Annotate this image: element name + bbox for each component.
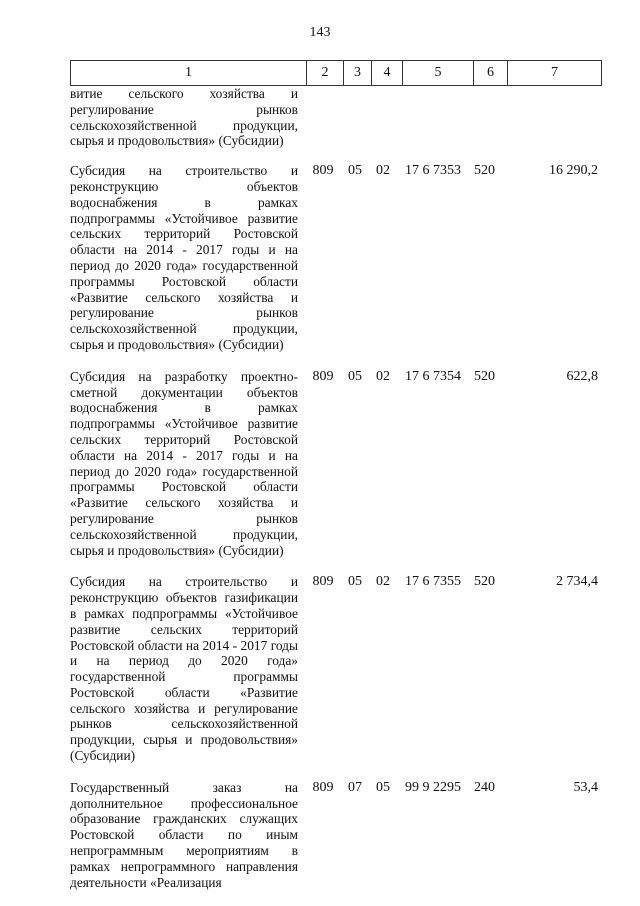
row-section: 07 <box>348 779 362 795</box>
table-row <box>70 780 602 891</box>
row-description: Субсидия на строительство и реконструкцию объектов водоснабжения в рамках подпрограммы «Устойчивое развитие сельских территорий Ростовской области на 2014 - 2017 годы и на период до 2020 года» государственной программы Ростовской области «Развитие сельского хозяйства и регулирование рынков сельскохозяйственной продукции, сырья и продовольствия» (Субсидии) <box>70 163 298 352</box>
row-subsection: 02 <box>376 368 390 384</box>
continuation-text: витие сельского хозяйства и регулирование рынков сельскохозяйственной продукции, сырья и продовольствия» (Субсидии) <box>70 86 298 149</box>
row-subsection: 02 <box>376 163 390 179</box>
row-amount: 53,4 <box>573 779 598 795</box>
table-body <box>70 86 602 906</box>
row-target: 99 9 2295 <box>405 779 461 795</box>
header-col-6: 6 <box>474 61 508 86</box>
row-type: 240 <box>474 779 495 795</box>
table-header <box>70 60 602 86</box>
row-subsection: 05 <box>376 779 390 795</box>
row-type: 520 <box>474 368 495 384</box>
table-row <box>70 574 602 764</box>
row-section: 05 <box>348 574 362 590</box>
row-target: 17 6 7355 <box>405 574 461 590</box>
header-col-2: 2 <box>307 61 344 86</box>
header-col-4: 4 <box>372 61 403 86</box>
row-amount: 622,8 <box>566 368 598 384</box>
row-ministry: 809 <box>312 163 334 179</box>
row-ministry: 809 <box>312 368 334 384</box>
row-target: 17 6 7353 <box>405 163 461 179</box>
table-row <box>70 163 602 353</box>
header-col-3: 3 <box>344 61 372 86</box>
row-amount: 16 290,2 <box>549 163 598 179</box>
row-target: 17 6 7354 <box>405 368 461 384</box>
header-col-7: 7 <box>508 61 602 86</box>
row-type: 520 <box>474 163 495 179</box>
page-number: 143 <box>309 25 331 40</box>
header-col-5: 5 <box>403 61 474 86</box>
row-section: 05 <box>348 368 362 384</box>
header-col-1: 1 <box>71 61 307 86</box>
row-section: 05 <box>348 163 362 179</box>
row-ministry: 809 <box>312 574 334 590</box>
table-row <box>70 369 602 559</box>
continuation-row <box>70 86 602 149</box>
row-description: Субсидия на строительство и реконструкцию объектов газификации в рамках подпрограммы «Устойчивое развитие сельских территорий Ростовской области на 2014 - 2017 годы и на период до 2020 года» государственной программы Ростовской области «Развитие сельского хозяйства и регулирование рынков сельскохозяйственной продукции, сырья и продовольствия» (Субсидии) <box>70 574 298 764</box>
row-description: Субсидия на разработку проектно-сметной документации объектов водоснабжения в рамках подпрограммы «Устойчивое развитие сельских территорий Ростовской области на 2014 - 2017 годы и на период до 2020 года» государственной программы Ростовской области «Развитие сельского хозяйства и регулирование рынков сельскохозяйственной продукции, сырья и продовольствия» (Субсидии) <box>70 368 298 558</box>
row-type: 520 <box>474 574 495 590</box>
row-subsection: 02 <box>376 574 390 590</box>
row-amount: 2 734,4 <box>556 574 598 590</box>
row-ministry: 809 <box>312 779 334 795</box>
row-description: Государственный заказ на дополнительное профессиональное образование гражданских служащих Ростовской области по иным непрограммным мероприятиям в рамках непрограммного направления деятельности «Реализация <box>70 779 298 890</box>
